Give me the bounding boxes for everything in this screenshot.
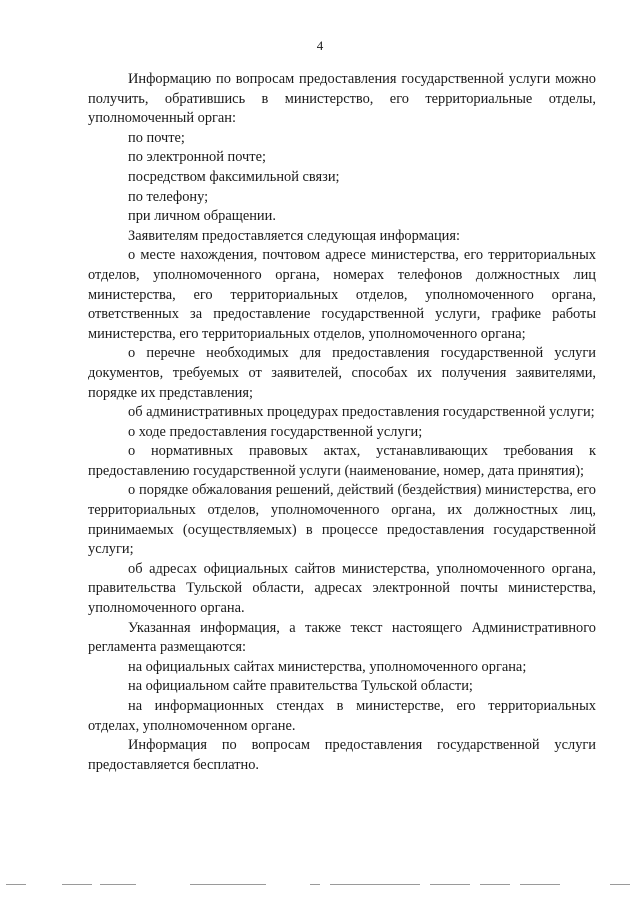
- placement-item: на официальных сайтах министерства, уполномоченного органа;: [128, 658, 527, 675]
- placement-item: на информационных стендах в министерстве, его территориальных отделах, уполномоченном органе.: [88, 698, 596, 734]
- info-item: об адресах официальных сайтов министерства, уполномоченного органа, правительства Тульской области, адресах электронной почты министерства, уполномоченного органа.: [88, 560, 596, 617]
- placement-item: на официальном сайте правительства Тульской области;: [128, 678, 473, 695]
- intro-paragraph: Информацию по вопросам предоставления государственной услуги можно получить, обратившись в министерство, его территориальные отделы, уполномоченный орган:: [88, 71, 596, 127]
- info-item: о месте нахождения, почтовом адресе министерства, его территориальных отделов, уполномоченного органа, номерах телефонов должностных лиц министерства, его территориальных отделов, уполномоченного органа, ответственных за предоставление государственной услуги, графике работы министерства, его территориальных отделов, уполномоченного органа;: [88, 247, 596, 342]
- info-item: о перечне необходимых для предоставления государственной услуги документов, требуемых от заявителей, способах их получения заявителями, порядке их представления;: [88, 345, 596, 401]
- closing-paragraph: Информация по вопросам предоставления государственной услуги предоставляется бесплатно.: [88, 737, 596, 773]
- placement-intro-paragraph: Указанная информация, а также текст настоящего Административного регламента размещаются:: [88, 619, 596, 656]
- info-item: об административных процедурах предоставления государственной услуги;: [128, 404, 595, 421]
- info-item: о нормативных правовых актах, устанавливающих требования к предоставлению государственной услуги (наименование, номер, дата принятия);: [88, 443, 596, 479]
- channel-item: по телефону;: [128, 188, 209, 205]
- channel-item: по электронной почте;: [128, 149, 266, 166]
- info-intro-paragraph: Заявителям предоставляется следующая информация:: [128, 227, 460, 244]
- info-item: о ходе предоставления государственной услуги;: [128, 423, 423, 440]
- channel-item: по почте;: [128, 129, 185, 146]
- document-body: [88, 70, 596, 775]
- page-number: 4: [316, 38, 324, 53]
- info-item: о порядке обжалования решений, действий (бездействия) министерства, его территориальных отделов, уполномоченного органа, их должностных лиц, принимаемых (осуществляемых) в процессе предоставления государственной услуги;: [88, 482, 596, 558]
- channel-item: посредством факсимильной связи;: [128, 168, 340, 185]
- channel-item: при личном обращении.: [128, 208, 276, 225]
